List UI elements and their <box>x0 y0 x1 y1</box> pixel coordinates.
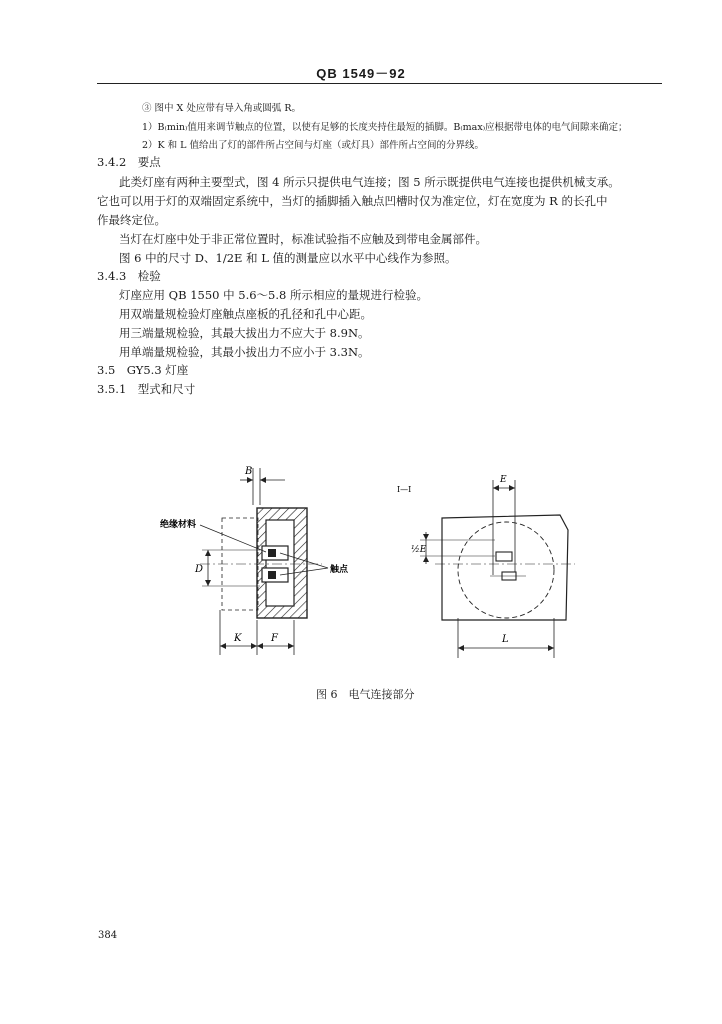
paragraph-line: 图 6 中的尺寸 D、1/2E 和 L 值的测量应以水平中心线作为参照。 <box>119 251 457 265</box>
paragraph-line: 作最终定位。 <box>97 213 166 227</box>
paragraph-line: 用双端量规检验灯座触点座板的孔径和孔中心距。 <box>119 307 372 321</box>
label-view-i-i: I—I <box>397 485 412 494</box>
section-heading-3-4-2: 3.4.2 要点 <box>97 155 161 169</box>
dim-label-half-e: ½E <box>411 545 427 555</box>
page-number: 384 <box>98 930 118 941</box>
dim-label-d: D <box>195 564 204 575</box>
section-heading-3-5: 3.5 GY5.3 灯座 <box>97 363 189 377</box>
dim-label-e: E <box>500 475 507 485</box>
figure-6-drawing <box>150 460 580 680</box>
section-heading-3-4-3: 3.4.3 检验 <box>97 269 161 283</box>
page-header: QB 1549－92 <box>316 66 406 81</box>
paragraph-line: 用三端量规检验，其最大拔出力不应大于 8.9N。 <box>119 326 370 340</box>
note-1: 1）B₍min₎值用来调节触点的位置，以使有足够的长度夹持住最短的插脚。B₍max₎应根据带电体的电气间隙来确定； <box>142 122 628 133</box>
paragraph-line: 用单端量规检验，其最小拔出力不应小于 3.3N。 <box>119 345 370 359</box>
note-3: ③ 图中 X 处应带有导入角或圆弧 R。 <box>142 103 301 114</box>
paragraph-line: 灯座应用 QB 1550 中 5.6～5.8 所示相应的量规进行检验。 <box>119 288 428 302</box>
section-view <box>160 466 349 655</box>
note-2: 2）K 和 L 值给出了灯的部件所占空间与灯座（或灯具）部件所占空间的分界线。 <box>142 140 485 151</box>
label-contact: 触点 <box>330 565 349 575</box>
paragraph-line: 当灯在灯座中处于非正常位置时，标准试验指不应触及到带电金属部件。 <box>119 232 487 246</box>
paragraph-line: 它也可以用于灯的双端固定系统中，当灯的插脚插入触点凹槽时仅为准定位，灯在宽度为 R 的长孔中 <box>97 194 608 208</box>
dim-label-k: K <box>234 633 242 644</box>
dim-label-b: B <box>245 466 253 477</box>
section-heading-3-5-1: 3.5.1 型式和尺寸 <box>97 382 196 396</box>
figure-caption: 图 6 电气连接部分 <box>316 688 415 701</box>
dim-label-f: F <box>271 633 278 644</box>
header-rule <box>97 83 662 84</box>
view-i-i <box>397 475 575 658</box>
label-insulation-material: 绝缘材料 <box>160 520 197 530</box>
paragraph-line: 此类灯座有两种主要型式，图 4 所示只提供电气连接；图 5 所示既提供电气连接也提供机械支承。 <box>119 175 620 189</box>
dim-label-l: L <box>502 634 509 645</box>
